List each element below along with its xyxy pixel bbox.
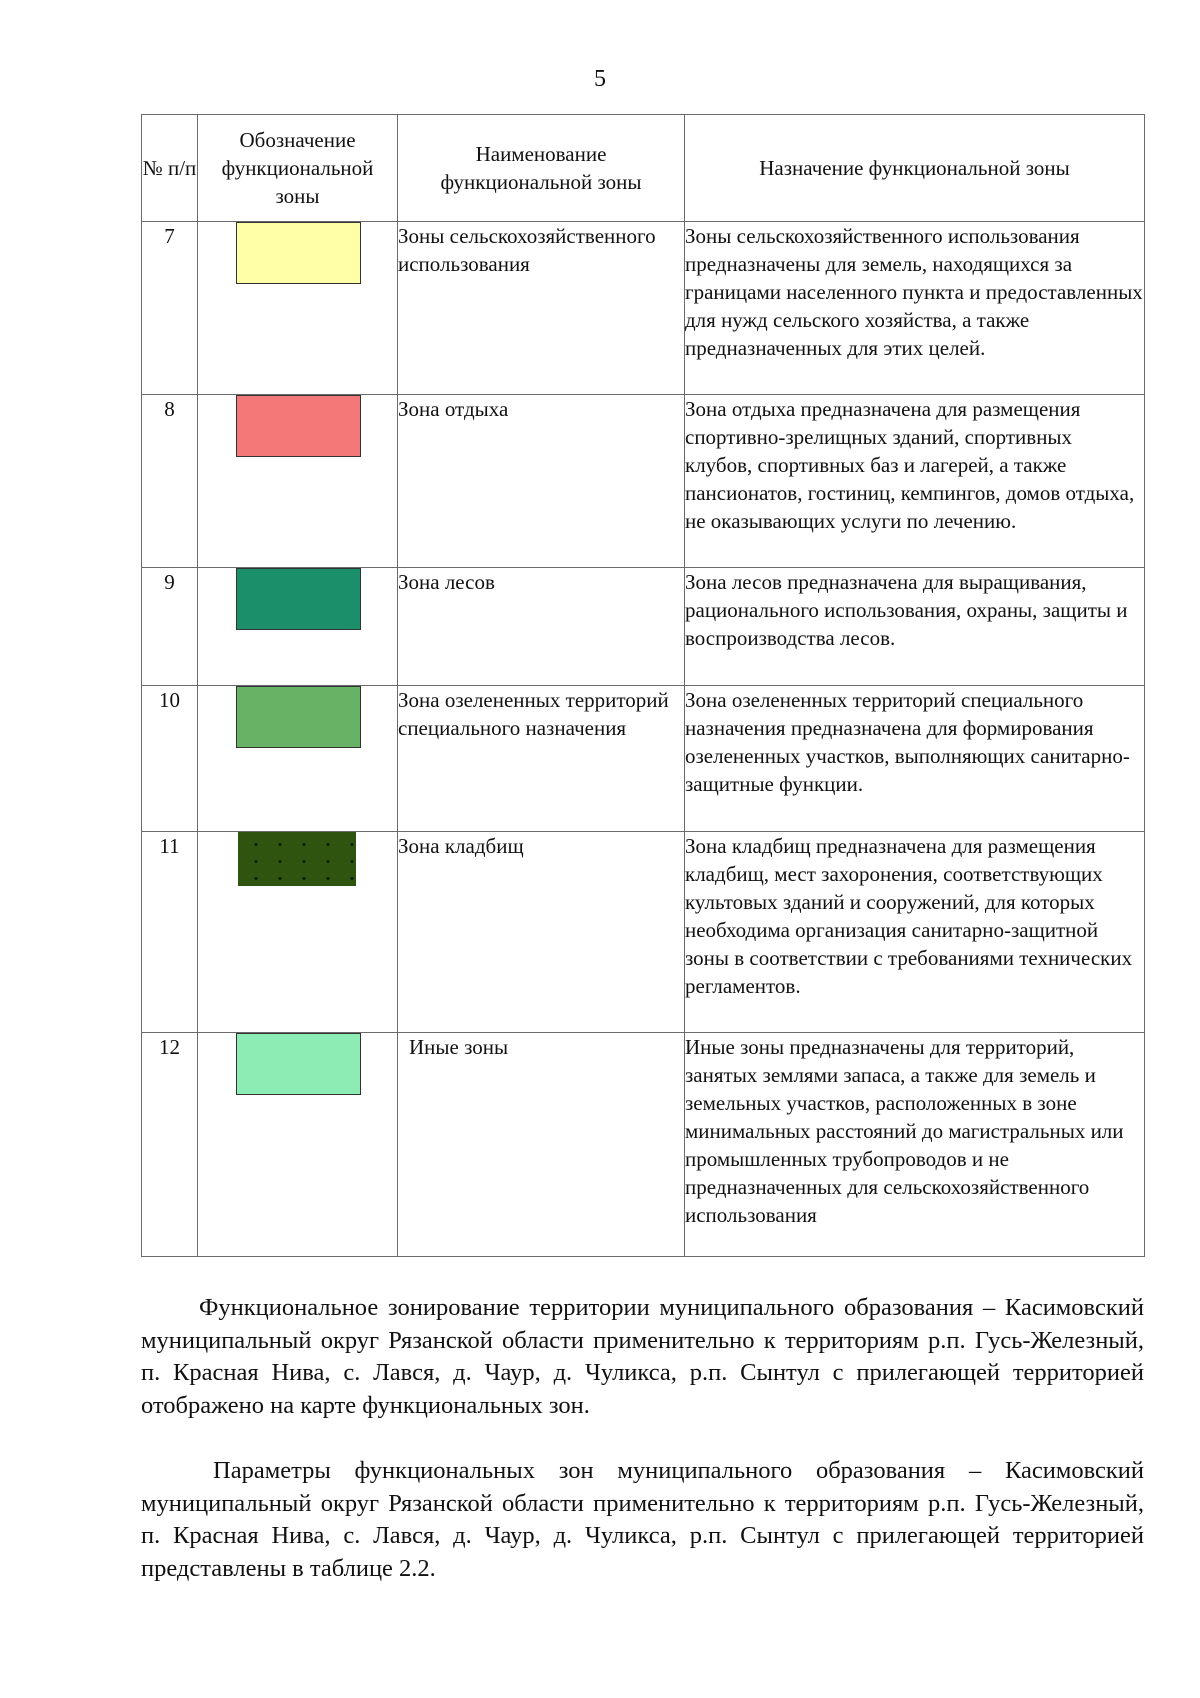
header-purpose: Назначение функциональной зоны: [685, 115, 1145, 222]
zone-swatch-other: [236, 1033, 361, 1095]
zone-name: Зона лесов: [398, 568, 685, 686]
header-symbol: Обозначение функциональной зоны: [198, 115, 398, 222]
row-number: 11: [142, 832, 198, 1033]
zone-purpose: Зоны сельскохозяйственного использования предназначены для земель, находящихся за границами населенного пункта и предоставленных для нужд сельского хозяйства, а также предназначенных для этих целей.: [685, 222, 1145, 395]
paragraph-zone-parameters: Параметры функциональных зон муниципального образования – Касимовский муниципальный округ Рязанской области применительно к территориям р.п. Гусь-Железный, п. Красная Нива, с. Лався, д. Чаур, д. Чуликса, р.п. Сынтул с прилегающей территорией представлены в таблице 2.2.: [141, 1457, 1144, 1582]
row-number: 10: [142, 686, 198, 832]
row-number: 12: [142, 1033, 198, 1257]
header-name: Наименование функциональной зоны: [398, 115, 685, 222]
zone-name: Зона кладбищ: [398, 832, 685, 1033]
page-number: 5: [594, 66, 606, 92]
paragraph-zoning-map: Функциональное зонирование территории муниципального образования – Касимовский муниципальный округ Рязанской области применительно к территориям р.п. Гусь-Железный, п. Красная Нива, с. Лався, д. Чаур, д. Чуликса, р.п. Сынтул с прилегающей территорией отображено на карте функциональных зон.: [141, 1294, 1144, 1419]
zone-purpose: Зона кладбищ предназначена для размещения кладбищ, мест захоронения, соответствующих культовых зданий и сооружений, для которых необходима организация санитарно-защитной зоны в соответствии с требованиями технических регламентов.: [685, 832, 1145, 1033]
zone-name: Иные зоны: [398, 1033, 685, 1257]
zone-purpose: Зона отдыха предназначена для размещения спортивно-зрелищных зданий, спортивных клубов, спортивных баз и лагерей, а также пансионатов, гостиниц, кемпингов, домов отдыха, не оказывающих услуги по лечению.: [685, 395, 1145, 568]
table-row: [142, 1033, 1145, 1257]
header-num: № п/п: [142, 115, 198, 222]
table-row: [142, 686, 1145, 832]
table-row: [142, 222, 1145, 395]
row-number: 7: [142, 222, 198, 395]
table-row: [142, 395, 1145, 568]
zone-purpose: Иные зоны предназначены для территорий, занятых землями запаса, а также для земель и земельных участков, расположенных в зоне минимальных расстояний до магистральных или промышленных трубопроводов и не предназначенных для сельскохозяйственного использования: [685, 1033, 1145, 1257]
table-header-row: [142, 115, 1145, 222]
zone-purpose: Зона лесов предназначена для выращивания, рационального использования, охраны, защиты и воспроизводства лесов.: [685, 568, 1145, 686]
zone-swatch-cemetery: [238, 832, 356, 886]
table-row: [142, 568, 1145, 686]
row-number: 8: [142, 395, 198, 568]
zone-name: Зоны сельскохозяйственного использования: [398, 222, 685, 395]
zone-name: Зона озелененных территорий специального назначения: [398, 686, 685, 832]
zone-swatch-agricultural: [236, 222, 361, 284]
row-number: 9: [142, 568, 198, 686]
table-row: [142, 832, 1145, 1033]
zone-swatch-recreation: [236, 395, 361, 457]
zone-swatch-forest: [236, 568, 361, 630]
zone-purpose: Зона озелененных территорий специального назначения предназначена для формирования озелененных участков, выполняющих санитарно-защитные функции.: [685, 686, 1145, 832]
functional-zones-table: [141, 114, 1145, 1257]
zone-name: Зона отдыха: [398, 395, 685, 568]
zone-swatch-special-greenery: [236, 686, 361, 748]
